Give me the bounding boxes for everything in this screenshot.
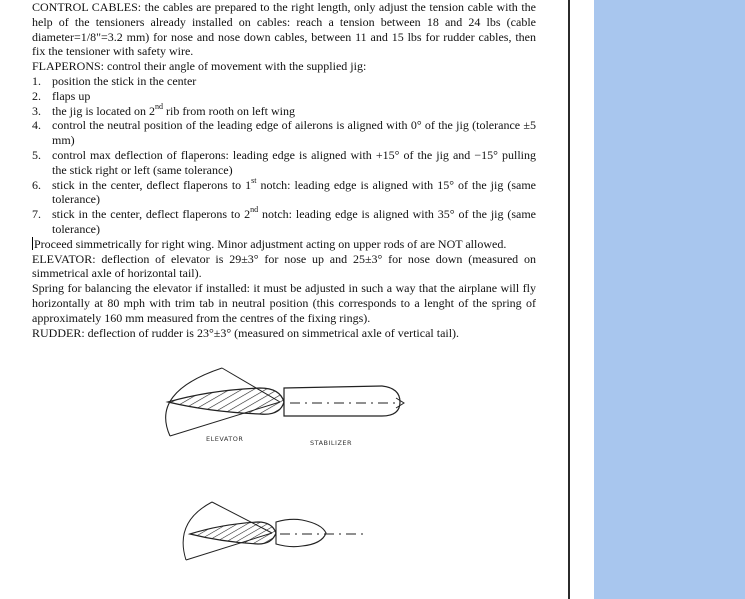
page-gutter [570, 0, 594, 599]
list-item: 3. the jig is located on 2nd rib from rooth on left wing [32, 101, 295, 118]
elevator-stabilizer-figure [150, 352, 420, 452]
control-cables-paragraph: CONTROL CABLES: the cables are prepared to the right length, only adjust the tension cable with the help of the tensioners already installed on cables: reach a tension between 18 and 24 lbs (cable diameter=1/8"=3.2 mm) for nose and nose down cables, between 11 and 15 lbs for rudder cables, then fix the tensioner with safety wire. [32, 0, 536, 59]
list-item: 2. flaps up [32, 88, 91, 103]
spring-paragraph: Spring for balancing the elevator if installed: it must be adjusted in such a way that the airplane will fly horizontally at 80 mph with trim tab in neutral position (this corresponds to a lenght of the spring of approximately 160 mm measured from the centres of the fixing rings). [32, 281, 536, 325]
list-item: 6. stick in the center, deflect flaperons to 1st notch: leading edge is aligned with 15° of the jig (same tolerance) [32, 175, 536, 207]
flaperon-steps-list [32, 74, 536, 237]
list-item: 1. position the stick in the center [32, 73, 197, 88]
text-cursor [32, 237, 33, 250]
elevator-label: ELEVATOR [206, 435, 244, 443]
list-item: 7. stick in the center, deflect flaperons to 2nd notch: leading edge is aligned with 35° of the jig (same tolerance) [32, 205, 536, 236]
fin-profile [276, 519, 326, 546]
list-item: 4. control the neutral position of the leading edge of ailerons is aligned with 0° of the jig (tolerance ±5 mm) [32, 118, 536, 148]
elevator-paragraph: ELEVATOR: deflection of elevator is 29±3° for nose up and 25±3° for nose down (measured on simmetrical axle of horizontal tail). [32, 251, 536, 281]
rudder-figure [172, 492, 382, 572]
elevator-profile [168, 388, 284, 414]
proceed-paragraph[interactable]: Proceed simmetrically for right wing. Minor adjustment acting on upper rods of are NOT allowed. [34, 236, 507, 251]
list-item: 5. control max deflection of flaperons: leading edge is aligned with +15° of the jig and −15° pulling the stick right or left (same tolerance) [32, 147, 536, 177]
app-background [594, 0, 745, 599]
stabilizer-label: STABILIZER [310, 439, 353, 447]
stabilizer-profile [284, 386, 400, 416]
rudder-profile [190, 522, 276, 544]
flaperons-intro: FLAPERONS: control their angle of movement with the supplied jig: [32, 59, 367, 74]
rudder-paragraph: RUDDER: deflection of rudder is 23°±3° (measured on simmetrical axle of vertical tail). [32, 325, 460, 340]
document-body [32, 0, 536, 340]
